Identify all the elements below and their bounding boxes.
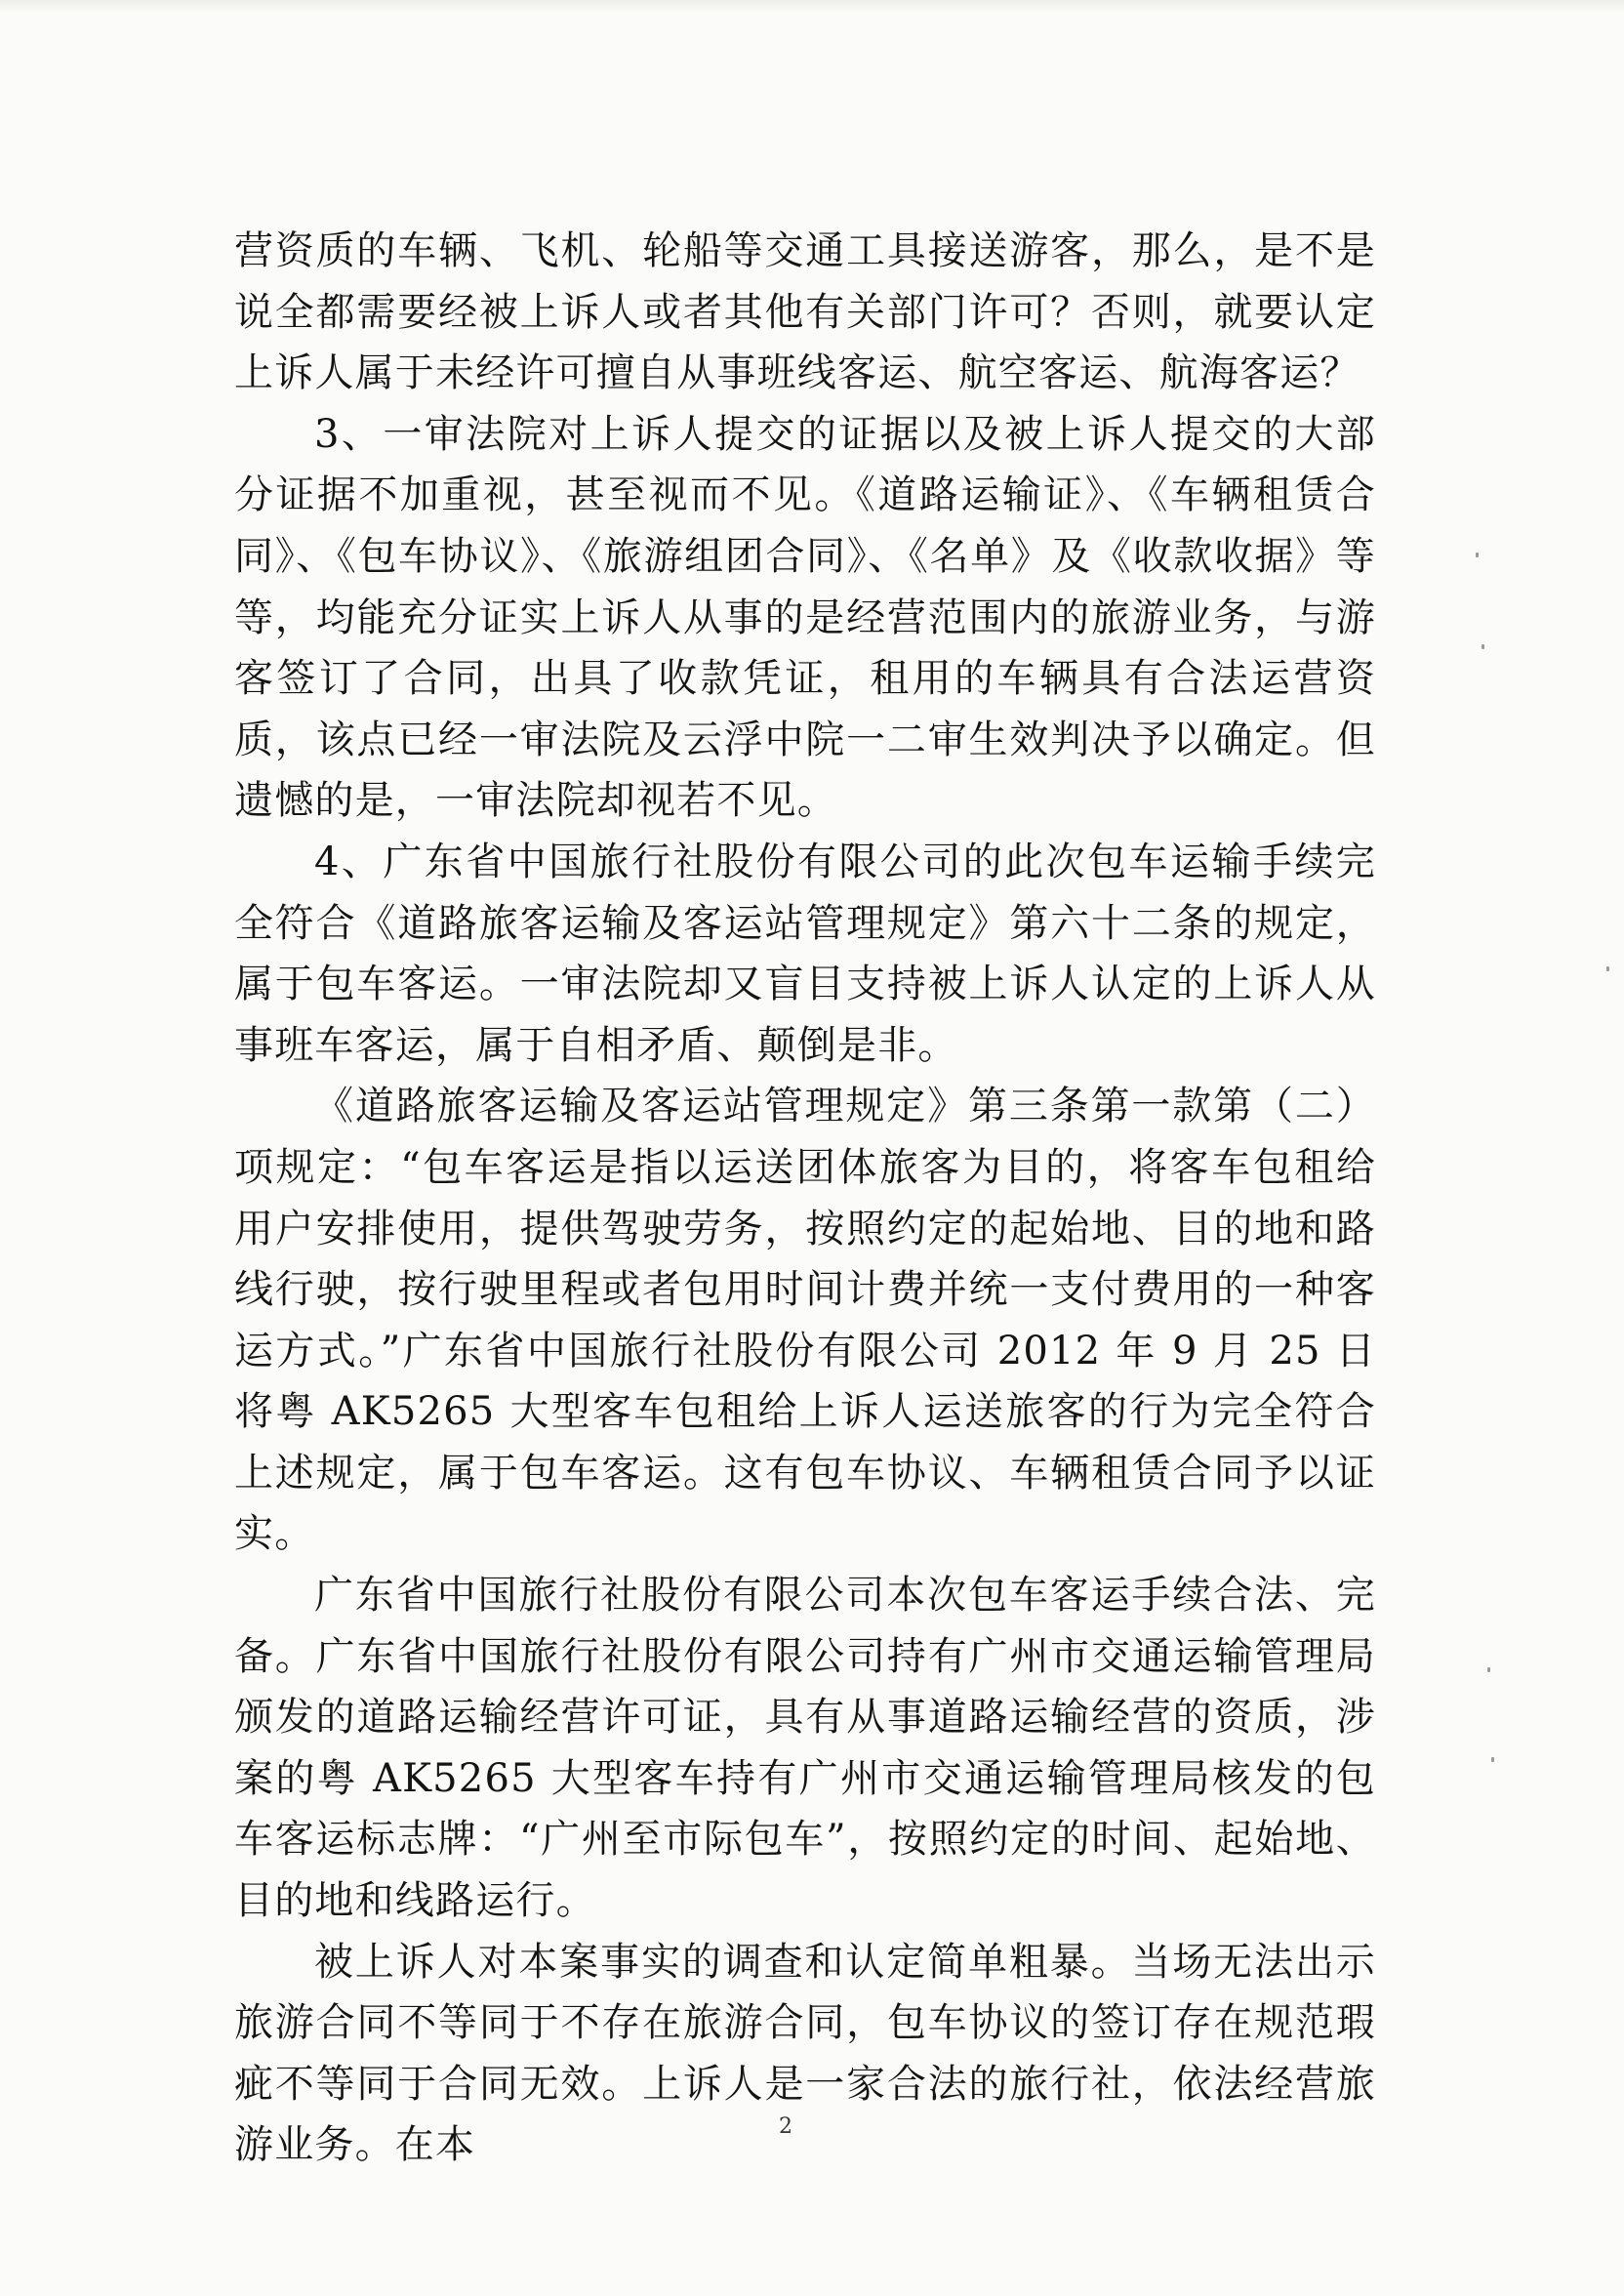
scan-speck bbox=[1606, 966, 1609, 971]
scan-speck bbox=[1476, 553, 1479, 557]
scan-speck bbox=[1491, 1757, 1494, 1762]
page-number: 2 bbox=[779, 2114, 792, 2139]
paragraph-point-3: 3、一审法院对上诉人提交的证据以及被上诉人提交的大部分证据不加重视，甚至视而不见。《道路运输证》、《车辆租赁合同》、《包车协议》、《旅游组团合同》、《名单》及《收款收据》等等，均能充分证实上诉人从事的是经营范围内的旅游业务，与游客签订了合同，出具了收款凭证，租用的车辆具有合法运营资质，该点已经一审法院及云浮中院一二审生效判决予以确定。但遗憾的是，一审法院却视若不见。 bbox=[234, 411, 1376, 824]
paragraph-procedures: 广东省中国旅行社股份有限公司本次包车客运手续合法、完备。广东省中国旅行社股份有限公司持有广州市交通运输管理局颁发的道路运输经营许可证，具有从事道路运输经营的资质，涉案的粤 AK5265 大型客车持有广州市交通运输管理局核发的包车客运标志牌：“广州至市际包车”，按照约定的时间、起始地、目的地和线路运行。 bbox=[234, 1573, 1376, 1924]
paragraph-investigation: 被上诉人对本案事实的调查和认定简单粗暴。当场无法出示旅游合同不等同于不存在旅游合同，包车协议的签订存在规范瑕疵不等同于合同无效。上诉人是一家合法的旅行社，依法经营旅游业务。在本 bbox=[234, 1939, 1376, 2168]
paragraph-point-4: 4、广东省中国旅行社股份有限公司的此次包车运输手续完全符合《道路旅客运输及客运站管理规定》第六十二条的规定，属于包车客运。一审法院却又盲目支持被上诉人认定的上诉人从事班车客运，属于自相矛盾、颠倒是非。 bbox=[234, 839, 1376, 1068]
scan-edge bbox=[0, 0, 1624, 14]
document-body bbox=[234, 221, 1376, 2176]
scan-speck bbox=[1487, 1667, 1490, 1672]
paragraph-continuation: 营资质的车辆、飞机、轮船等交通工具接送游客，那么，是不是说全都需要经被上诉人或者其他有关部门许可？否则，就要认定上诉人属于未经许可擅自从事班线客运、航空客运、航海客运？ bbox=[234, 228, 1376, 396]
scan-speck bbox=[1482, 644, 1484, 649]
paragraph-regulation-quote: 《道路旅客运输及客运站管理规定》第三条第一款第（二）项规定：“包车客运是指以运送团体旅客为目的，将客车包租给用户安排使用，提供驾驶劳务，按照约定的起始地、目的地和路线行驶，按行驶里程或者包用时间计费并统一支付费用的一种客运方式。”广东省中国旅行社股份有限公司 2012 年 9 月 25 日将粤 AK5265 大型客车包租给上诉人运送旅客的行为完全符合上述规定，属于包车客运。这有包车协议、车辆租赁合同予以证实。 bbox=[234, 1084, 1376, 1557]
